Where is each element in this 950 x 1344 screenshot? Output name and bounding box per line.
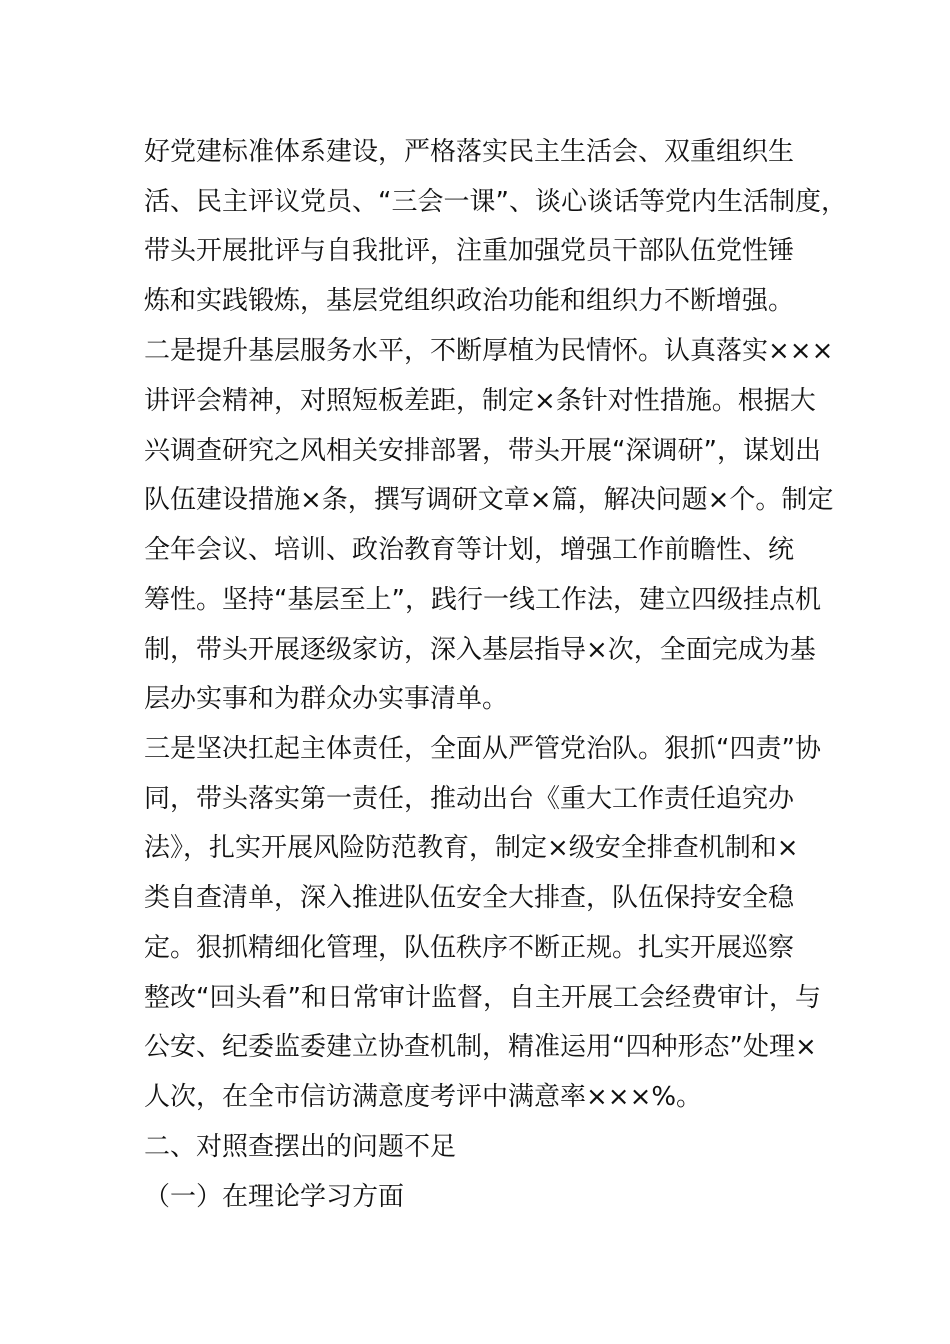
text-line: 公安、纪委监委建立协查机制，精准运用“四种形态”处理× xyxy=(144,1032,817,1062)
text-line: 层办实事和为群众办实事清单。 xyxy=(144,684,509,714)
text-line: 全年会议、培训、政治教育等计划，增强工作前瞻性、统 xyxy=(144,535,795,565)
text-line: 活、民主评议党员、“三会一课”、谈心谈话等党内生活制度， xyxy=(144,187,847,217)
text-line: 讲评会精神，对照短板差距，制定×条针对性措施。根据大 xyxy=(144,386,816,416)
text-line: 队伍建设措施×条，撰写调研文章×篇，解决问题×个。制定 xyxy=(144,485,834,515)
section-item-3-heading: 三是坚决扛起主体责任，全面从严管党治队。狠抓“四责”协 xyxy=(144,734,821,764)
text-line: 类自查清单，深入推进队伍安全大排查，队伍保持安全稳 xyxy=(144,883,795,913)
text-line: 制，带头开展逐级家访，深入基层指导×次，全面完成为基 xyxy=(144,635,816,665)
subsection-heading: （一）在理论学习方面 xyxy=(144,1182,405,1212)
text-line: 好党建标准体系建设，严格落实民主生活会、双重组织生 xyxy=(144,137,795,167)
text-line: 炼和实践锻炼，基层党组织政治功能和组织力不断增强。 xyxy=(144,286,795,316)
text-line: 兴调查研究之风相关安排部署，带头开展“深调研”，谋划出 xyxy=(144,436,821,466)
text-line: 带头开展批评与自我批评，注重加强党员干部队伍党性锤 xyxy=(144,236,795,266)
text-line: 同，带头落实第一责任，推动出台《重大工作责任追究办 xyxy=(144,784,795,814)
section-item-2-heading: 二是提升基层服务水平，不断厚植为民情怀。认真落实××× xyxy=(144,336,834,366)
text-line: 人次，在全市信访满意度考评中满意率×××%。 xyxy=(144,1082,703,1112)
text-line: 法》，扎实开展风险防范教育，制定×级安全排查机制和× xyxy=(144,833,799,863)
text-line: 整改“回头看”和日常审计监督，自主开展工会经费审计，与 xyxy=(144,983,821,1013)
text-line: 筹性。坚持“基层至上”，践行一线工作法，建立四级挂点机 xyxy=(144,585,821,615)
section-heading: 二、对照查摆出的问题不足 xyxy=(144,1132,457,1162)
text-line: 定。狠抓精细化管理，队伍秩序不断正规。扎实开展巡察 xyxy=(144,933,795,963)
